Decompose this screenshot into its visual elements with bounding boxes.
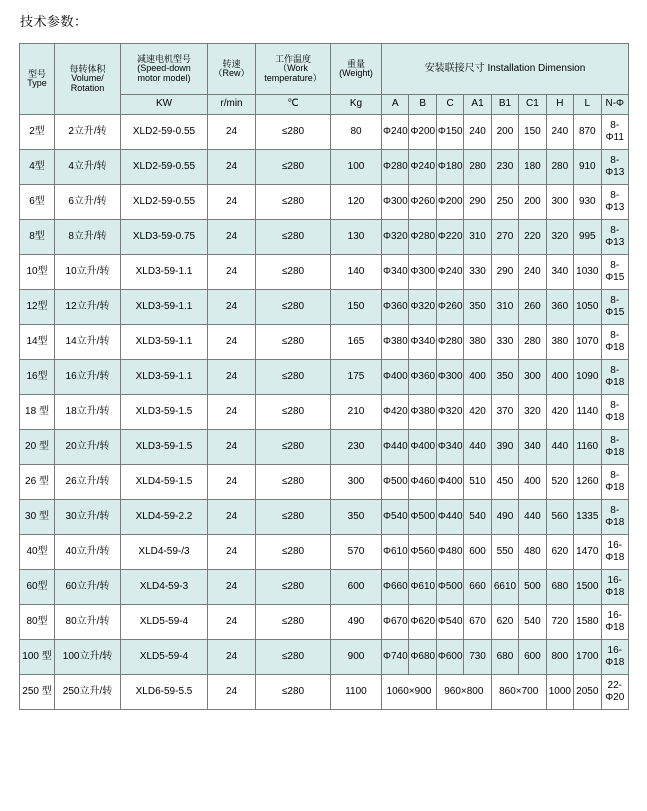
cell-b1: 290 bbox=[491, 255, 518, 290]
cell-n: 16-Φ18 bbox=[601, 605, 629, 640]
cell-l: 1090 bbox=[574, 360, 601, 395]
cell-type: 12型 bbox=[20, 290, 55, 325]
cell-weight: 600 bbox=[331, 570, 382, 605]
cell-n: 16-Φ18 bbox=[601, 640, 629, 675]
table-row bbox=[20, 150, 629, 185]
cell-c1: 400 bbox=[519, 465, 546, 500]
cell-h: 320 bbox=[546, 220, 573, 255]
cell-volume: 6立升/转 bbox=[55, 185, 121, 220]
cell-c1: 220 bbox=[519, 220, 546, 255]
cell-a1: 420 bbox=[464, 395, 491, 430]
header-installation-dimension: 安装联接尺寸 Installation Dimension bbox=[382, 44, 629, 95]
table-row bbox=[20, 605, 629, 640]
cell-c: 960×800 bbox=[436, 675, 491, 710]
cell-a1: 330 bbox=[464, 255, 491, 290]
cell-b1: 550 bbox=[491, 535, 518, 570]
cell-c1: 480 bbox=[519, 535, 546, 570]
cell-volume: 4立升/转 bbox=[55, 150, 121, 185]
cell-n: 8-Φ15 bbox=[601, 290, 629, 325]
cell-weight: 175 bbox=[331, 360, 382, 395]
cell-rew: 24 bbox=[208, 185, 256, 220]
cell-volume: 60立升/转 bbox=[55, 570, 121, 605]
cell-b: Φ680 bbox=[409, 640, 436, 675]
cell-l: 995 bbox=[574, 220, 601, 255]
cell-rew: 24 bbox=[208, 360, 256, 395]
cell-h: 280 bbox=[546, 150, 573, 185]
cell-type: 30 型 bbox=[20, 500, 55, 535]
header-dim-a1: A1 bbox=[464, 95, 491, 115]
cell-temp: ≤280 bbox=[256, 290, 331, 325]
cell-c1: 340 bbox=[519, 430, 546, 465]
cell-a: Φ500 bbox=[382, 465, 409, 500]
cell-rew: 24 bbox=[208, 115, 256, 150]
cell-weight: 80 bbox=[331, 115, 382, 150]
cell-weight: 230 bbox=[331, 430, 382, 465]
cell-b1: 6610 bbox=[491, 570, 518, 605]
cell-motor: XLD3-59-1.5 bbox=[121, 430, 208, 465]
cell-type: 6型 bbox=[20, 185, 55, 220]
table-row bbox=[20, 220, 629, 255]
cell-rew: 24 bbox=[208, 255, 256, 290]
cell-b1: 680 bbox=[491, 640, 518, 675]
cell-l: 1700 bbox=[574, 640, 601, 675]
cell-c: Φ240 bbox=[436, 255, 463, 290]
header-dim-a: A bbox=[382, 95, 409, 115]
cell-weight: 570 bbox=[331, 535, 382, 570]
cell-b: Φ260 bbox=[409, 185, 436, 220]
cell-volume: 26立升/转 bbox=[55, 465, 121, 500]
cell-volume: 18立升/转 bbox=[55, 395, 121, 430]
header-unit-kg: Kg bbox=[331, 95, 382, 115]
cell-type: 4型 bbox=[20, 150, 55, 185]
header-dim-h: H bbox=[546, 95, 573, 115]
cell-l: 1140 bbox=[574, 395, 601, 430]
cell-a1: 730 bbox=[464, 640, 491, 675]
technical-parameters-table bbox=[19, 43, 629, 710]
cell-c: Φ220 bbox=[436, 220, 463, 255]
cell-a1: 660 bbox=[464, 570, 491, 605]
cell-weight: 100 bbox=[331, 150, 382, 185]
cell-b1: 270 bbox=[491, 220, 518, 255]
cell-c1: 150 bbox=[519, 115, 546, 150]
cell-temp: ≤280 bbox=[256, 675, 331, 710]
cell-weight: 1100 bbox=[331, 675, 382, 710]
cell-a: Φ380 bbox=[382, 325, 409, 360]
cell-motor: XLD3-59-1.1 bbox=[121, 255, 208, 290]
cell-b1: 390 bbox=[491, 430, 518, 465]
cell-volume: 10立升/转 bbox=[55, 255, 121, 290]
table-row bbox=[20, 675, 629, 710]
cell-c1: 600 bbox=[519, 640, 546, 675]
header-dim-b1: B1 bbox=[491, 95, 518, 115]
cell-n: 16-Φ18 bbox=[601, 535, 629, 570]
cell-a: Φ280 bbox=[382, 150, 409, 185]
header-dim-l: L bbox=[574, 95, 601, 115]
cell-type: 20 型 bbox=[20, 430, 55, 465]
cell-motor: XLD3-59-1.1 bbox=[121, 325, 208, 360]
cell-b1: 490 bbox=[491, 500, 518, 535]
cell-c: Φ400 bbox=[436, 465, 463, 500]
cell-c: Φ300 bbox=[436, 360, 463, 395]
cell-weight: 140 bbox=[331, 255, 382, 290]
cell-a: 1060×900 bbox=[382, 675, 437, 710]
cell-l: 1580 bbox=[574, 605, 601, 640]
cell-c: Φ280 bbox=[436, 325, 463, 360]
cell-motor: XLD3-59-1.1 bbox=[121, 360, 208, 395]
cell-b: Φ610 bbox=[409, 570, 436, 605]
cell-temp: ≤280 bbox=[256, 185, 331, 220]
table-row bbox=[20, 115, 629, 150]
cell-temp: ≤280 bbox=[256, 500, 331, 535]
cell-b1: 370 bbox=[491, 395, 518, 430]
cell-a1: 280 bbox=[464, 150, 491, 185]
cell-motor: XLD3-59-0.75 bbox=[121, 220, 208, 255]
cell-n: 8-Φ11 bbox=[601, 115, 629, 150]
cell-a1: 400 bbox=[464, 360, 491, 395]
cell-l: 2050 bbox=[574, 675, 601, 710]
cell-b: Φ400 bbox=[409, 430, 436, 465]
table-row bbox=[20, 185, 629, 220]
cell-n: 8-Φ15 bbox=[601, 255, 629, 290]
cell-a: Φ400 bbox=[382, 360, 409, 395]
cell-a: Φ670 bbox=[382, 605, 409, 640]
cell-b1: 330 bbox=[491, 325, 518, 360]
header-rotation-speed: 转速 （Rew） bbox=[208, 44, 256, 95]
cell-n: 8-Φ13 bbox=[601, 150, 629, 185]
header-dim-c1: C1 bbox=[519, 95, 546, 115]
cell-motor: XLD4-59-/3 bbox=[121, 535, 208, 570]
cell-c: Φ440 bbox=[436, 500, 463, 535]
cell-n: 8-Φ18 bbox=[601, 360, 629, 395]
cell-h: 240 bbox=[546, 115, 573, 150]
cell-c1: 320 bbox=[519, 395, 546, 430]
header-row-main bbox=[20, 44, 629, 95]
table-row bbox=[20, 325, 629, 360]
header-work-temperature: 工作温度 （Work temperature） bbox=[256, 44, 331, 95]
cell-motor: XLD4-59-1.5 bbox=[121, 465, 208, 500]
cell-c: Φ340 bbox=[436, 430, 463, 465]
cell-n: 8-Φ18 bbox=[601, 395, 629, 430]
cell-h: 620 bbox=[546, 535, 573, 570]
cell-a: Φ300 bbox=[382, 185, 409, 220]
cell-volume: 20立升/转 bbox=[55, 430, 121, 465]
cell-n: 22-Φ20 bbox=[601, 675, 629, 710]
cell-b: Φ320 bbox=[409, 290, 436, 325]
cell-volume: 80立升/转 bbox=[55, 605, 121, 640]
cell-temp: ≤280 bbox=[256, 255, 331, 290]
table-row bbox=[20, 535, 629, 570]
cell-volume: 14立升/转 bbox=[55, 325, 121, 360]
cell-type: 250 型 bbox=[20, 675, 55, 710]
cell-a1: 310 bbox=[464, 220, 491, 255]
cell-rew: 24 bbox=[208, 290, 256, 325]
cell-a: Φ320 bbox=[382, 220, 409, 255]
cell-b: Φ280 bbox=[409, 220, 436, 255]
cell-c1: 300 bbox=[519, 360, 546, 395]
cell-weight: 350 bbox=[331, 500, 382, 535]
cell-c1: 500 bbox=[519, 570, 546, 605]
cell-b: Φ340 bbox=[409, 325, 436, 360]
cell-c: Φ600 bbox=[436, 640, 463, 675]
header-weight: 重量 (Weight) bbox=[331, 44, 382, 95]
header-dim-n: N-Φ bbox=[601, 95, 629, 115]
cell-weight: 130 bbox=[331, 220, 382, 255]
cell-h: 560 bbox=[546, 500, 573, 535]
cell-motor: XLD6-59-5.5 bbox=[121, 675, 208, 710]
cell-n: 16-Φ18 bbox=[601, 570, 629, 605]
cell-temp: ≤280 bbox=[256, 640, 331, 675]
cell-l: 1050 bbox=[574, 290, 601, 325]
cell-type: 14型 bbox=[20, 325, 55, 360]
cell-a: Φ610 bbox=[382, 535, 409, 570]
header-volume: 每转体积 Volume/ Rotation bbox=[55, 44, 121, 115]
cell-motor: XLD3-59-1.5 bbox=[121, 395, 208, 430]
cell-type: 100 型 bbox=[20, 640, 55, 675]
cell-type: 18 型 bbox=[20, 395, 55, 430]
cell-c1: 280 bbox=[519, 325, 546, 360]
cell-c: Φ150 bbox=[436, 115, 463, 150]
cell-a1: 670 bbox=[464, 605, 491, 640]
cell-a1: 540 bbox=[464, 500, 491, 535]
cell-type: 16型 bbox=[20, 360, 55, 395]
cell-type: 2型 bbox=[20, 115, 55, 150]
cell-temp: ≤280 bbox=[256, 360, 331, 395]
cell-b1: 860×700 bbox=[491, 675, 546, 710]
cell-volume: 8立升/转 bbox=[55, 220, 121, 255]
table-row bbox=[20, 570, 629, 605]
cell-motor: XLD4-59-3 bbox=[121, 570, 208, 605]
cell-temp: ≤280 bbox=[256, 395, 331, 430]
cell-motor: XLD5-59-4 bbox=[121, 640, 208, 675]
cell-weight: 210 bbox=[331, 395, 382, 430]
cell-c: Φ200 bbox=[436, 185, 463, 220]
cell-weight: 490 bbox=[331, 605, 382, 640]
cell-c: Φ500 bbox=[436, 570, 463, 605]
cell-rew: 24 bbox=[208, 535, 256, 570]
cell-l: 1260 bbox=[574, 465, 601, 500]
cell-c: Φ540 bbox=[436, 605, 463, 640]
cell-temp: ≤280 bbox=[256, 220, 331, 255]
cell-c1: 260 bbox=[519, 290, 546, 325]
cell-b1: 200 bbox=[491, 115, 518, 150]
cell-n: 8-Φ18 bbox=[601, 500, 629, 535]
page-title: 技术参数： bbox=[20, 14, 88, 29]
cell-motor: XLD5-59-4 bbox=[121, 605, 208, 640]
cell-type: 10型 bbox=[20, 255, 55, 290]
cell-c: Φ320 bbox=[436, 395, 463, 430]
cell-b: Φ560 bbox=[409, 535, 436, 570]
cell-b1: 350 bbox=[491, 360, 518, 395]
cell-rew: 24 bbox=[208, 640, 256, 675]
cell-b: Φ300 bbox=[409, 255, 436, 290]
cell-c1: 180 bbox=[519, 150, 546, 185]
cell-volume: 100立升/转 bbox=[55, 640, 121, 675]
cell-volume: 12立升/转 bbox=[55, 290, 121, 325]
cell-rew: 24 bbox=[208, 570, 256, 605]
cell-b: Φ200 bbox=[409, 115, 436, 150]
cell-c1: 540 bbox=[519, 605, 546, 640]
cell-a: Φ440 bbox=[382, 430, 409, 465]
cell-h: 380 bbox=[546, 325, 573, 360]
cell-b1: 450 bbox=[491, 465, 518, 500]
cell-rew: 24 bbox=[208, 675, 256, 710]
cell-a1: 510 bbox=[464, 465, 491, 500]
cell-motor: XLD2-59-0.55 bbox=[121, 150, 208, 185]
cell-l: 1030 bbox=[574, 255, 601, 290]
cell-volume: 30立升/转 bbox=[55, 500, 121, 535]
cell-a1: 290 bbox=[464, 185, 491, 220]
cell-type: 26 型 bbox=[20, 465, 55, 500]
cell-c1: 200 bbox=[519, 185, 546, 220]
cell-h: 800 bbox=[546, 640, 573, 675]
cell-temp: ≤280 bbox=[256, 535, 331, 570]
cell-motor: XLD4-59-2.2 bbox=[121, 500, 208, 535]
cell-temp: ≤280 bbox=[256, 605, 331, 640]
cell-volume: 16立升/转 bbox=[55, 360, 121, 395]
cell-h: 420 bbox=[546, 395, 573, 430]
header-motor-model: 减速电机型号 (Speed-down motor model) bbox=[121, 44, 208, 95]
cell-a: Φ740 bbox=[382, 640, 409, 675]
cell-weight: 120 bbox=[331, 185, 382, 220]
cell-type: 80型 bbox=[20, 605, 55, 640]
cell-l: 910 bbox=[574, 150, 601, 185]
table-row bbox=[20, 255, 629, 290]
cell-a: Φ240 bbox=[382, 115, 409, 150]
cell-rew: 24 bbox=[208, 465, 256, 500]
cell-temp: ≤280 bbox=[256, 325, 331, 360]
cell-a: Φ340 bbox=[382, 255, 409, 290]
cell-type: 40型 bbox=[20, 535, 55, 570]
cell-n: 8-Φ13 bbox=[601, 185, 629, 220]
cell-rew: 24 bbox=[208, 395, 256, 430]
cell-h: 520 bbox=[546, 465, 573, 500]
cell-b1: 310 bbox=[491, 290, 518, 325]
table-row bbox=[20, 465, 629, 500]
cell-volume: 2立升/转 bbox=[55, 115, 121, 150]
table-row bbox=[20, 500, 629, 535]
cell-a1: 380 bbox=[464, 325, 491, 360]
table-row bbox=[20, 395, 629, 430]
cell-a1: 600 bbox=[464, 535, 491, 570]
cell-b: Φ620 bbox=[409, 605, 436, 640]
cell-temp: ≤280 bbox=[256, 570, 331, 605]
cell-temp: ≤280 bbox=[256, 115, 331, 150]
table-row bbox=[20, 640, 629, 675]
cell-temp: ≤280 bbox=[256, 465, 331, 500]
cell-rew: 24 bbox=[208, 220, 256, 255]
header-type: 型号 Type bbox=[20, 44, 55, 115]
header-unit-rmin: r/min bbox=[208, 95, 256, 115]
cell-h: 440 bbox=[546, 430, 573, 465]
cell-c1: 240 bbox=[519, 255, 546, 290]
cell-l: 930 bbox=[574, 185, 601, 220]
cell-rew: 24 bbox=[208, 500, 256, 535]
cell-a: Φ360 bbox=[382, 290, 409, 325]
table-row bbox=[20, 360, 629, 395]
cell-h: 680 bbox=[546, 570, 573, 605]
cell-l: 1500 bbox=[574, 570, 601, 605]
cell-rew: 24 bbox=[208, 150, 256, 185]
cell-rew: 24 bbox=[208, 325, 256, 360]
cell-l: 1470 bbox=[574, 535, 601, 570]
cell-c1: 440 bbox=[519, 500, 546, 535]
table-body bbox=[20, 115, 629, 710]
cell-b1: 620 bbox=[491, 605, 518, 640]
cell-volume: 40立升/转 bbox=[55, 535, 121, 570]
cell-b1: 250 bbox=[491, 185, 518, 220]
cell-a1: 350 bbox=[464, 290, 491, 325]
cell-b: Φ500 bbox=[409, 500, 436, 535]
header-unit-kw: KW bbox=[121, 95, 208, 115]
cell-weight: 165 bbox=[331, 325, 382, 360]
header-dim-c: C bbox=[436, 95, 463, 115]
cell-h: 400 bbox=[546, 360, 573, 395]
cell-n: 8-Φ18 bbox=[601, 325, 629, 360]
table-row bbox=[20, 430, 629, 465]
cell-h: 720 bbox=[546, 605, 573, 640]
cell-a1: 440 bbox=[464, 430, 491, 465]
cell-a: Φ540 bbox=[382, 500, 409, 535]
cell-motor: XLD3-59-1.1 bbox=[121, 290, 208, 325]
cell-h: 360 bbox=[546, 290, 573, 325]
cell-rew: 24 bbox=[208, 605, 256, 640]
cell-c: Φ180 bbox=[436, 150, 463, 185]
cell-h: 300 bbox=[546, 185, 573, 220]
header-unit-celsius: ℃ bbox=[256, 95, 331, 115]
cell-l: 1160 bbox=[574, 430, 601, 465]
cell-motor: XLD2-59-0.55 bbox=[121, 115, 208, 150]
cell-b1: 230 bbox=[491, 150, 518, 185]
cell-a: Φ660 bbox=[382, 570, 409, 605]
cell-temp: ≤280 bbox=[256, 150, 331, 185]
cell-a1: 240 bbox=[464, 115, 491, 150]
cell-l: 870 bbox=[574, 115, 601, 150]
cell-h: 340 bbox=[546, 255, 573, 290]
cell-l: 1335 bbox=[574, 500, 601, 535]
cell-n: 8-Φ18 bbox=[601, 465, 629, 500]
cell-b: Φ360 bbox=[409, 360, 436, 395]
cell-c: Φ480 bbox=[436, 535, 463, 570]
cell-l: 1070 bbox=[574, 325, 601, 360]
cell-n: 8-Φ13 bbox=[601, 220, 629, 255]
cell-h: 1000 bbox=[546, 675, 573, 710]
cell-weight: 150 bbox=[331, 290, 382, 325]
cell-n: 8-Φ18 bbox=[601, 430, 629, 465]
table-header bbox=[20, 44, 629, 115]
cell-weight: 300 bbox=[331, 465, 382, 500]
cell-type: 8型 bbox=[20, 220, 55, 255]
cell-type: 60型 bbox=[20, 570, 55, 605]
cell-b: Φ460 bbox=[409, 465, 436, 500]
cell-volume: 250立升/转 bbox=[55, 675, 121, 710]
cell-c: Φ260 bbox=[436, 290, 463, 325]
header-dim-b: B bbox=[409, 95, 436, 115]
cell-weight: 900 bbox=[331, 640, 382, 675]
cell-b: Φ240 bbox=[409, 150, 436, 185]
cell-b: Φ380 bbox=[409, 395, 436, 430]
cell-rew: 24 bbox=[208, 430, 256, 465]
cell-motor: XLD2-59-0.55 bbox=[121, 185, 208, 220]
table-row bbox=[20, 290, 629, 325]
cell-temp: ≤280 bbox=[256, 430, 331, 465]
cell-a: Φ420 bbox=[382, 395, 409, 430]
